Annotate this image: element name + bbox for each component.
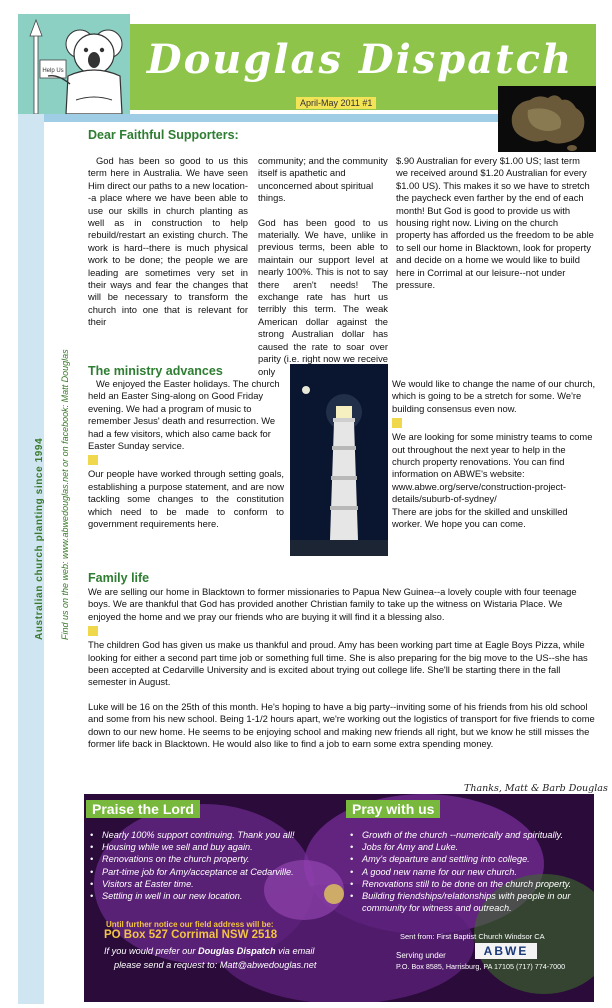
pray-item: • Building friendships/relationships with people in our community for witness and outreach. [350, 890, 588, 914]
logo-sign-text: Help Us [42, 68, 64, 74]
address-note: Until further notice our field address will be: [106, 920, 274, 929]
lighthouse-photo [290, 364, 388, 556]
yellow-square-marker [392, 418, 402, 428]
intro-col-1: God has been so good to us this term here in Australia. We have seen Him direct our paths to a new location--a place where we have been able to use our skills in church planting as well as in construction to help rebuild/restart an existing church. The work is hard--there is much physical work to be done; the people we are leading are sometimes very set in their ways and fear the changes that will be necessary to transform the church into one that is relevant for their [88, 155, 248, 328]
email-pre-text: If you would prefer our [104, 946, 196, 956]
pray-item: • Jobs for Amy and Luke. [350, 841, 588, 853]
ministry-easter-text: We enjoyed the Easter holidays. The church held an Easter Sing-along on Good Friday evening. We had a program of music to remember Jesus' death and resurrection. We had a few visitors, which also came back for Easter Sunday service. [88, 378, 280, 452]
abwe-project-link[interactable]: www.abwe.org/serve/construction-project-details/suburb-of-sydney/ [392, 480, 567, 505]
sidebar-web-link[interactable]: Find us on the web: www.abwedouglas.net or on facebook: Matt Douglas [60, 349, 70, 640]
family-heading: Family life [88, 571, 150, 585]
email-address-line[interactable]: please send a request to: Matt@abwedouglas.net [114, 960, 317, 970]
serving-under: Serving under [396, 951, 446, 960]
intro-heading: Dear Faithful Supporters: [88, 128, 239, 142]
ministry-jobs-text: There are jobs for the skilled and unskilled worker. We hope you can come. [392, 505, 568, 530]
field-address: PO Box 527 Corrimal NSW 2518 [104, 929, 278, 941]
pray-item: • Renovations still to be done on the church property. [350, 878, 588, 890]
pray-heading: Pray with us [346, 800, 440, 818]
ministry-left-col [88, 378, 284, 530]
family-luke-text: Luke will be 16 on the 25th of this month. He's hoping to have a big party--inviting some of his friends from his old school and some from his new school. Being 1-1/2 hours apart, we're working out the logistics of transport for five friends to come down to our new home. He seems to be enjoying school and making new friends all right, but we know he still misses the former life back in Blacktown. He would also like to find a job to earn some extra spending money. [88, 700, 595, 750]
signature: Thanks, Matt & Barb Douglas [464, 783, 608, 794]
ministry-teams-text: We are looking for some ministry teams to come out throughout the next year to help in the church property renovations. You can find information on ABWE's website: [392, 431, 593, 480]
family-children-text: The children God has given us make us thankful and proud. Amy has been working part time at Eagle Boys Pizza, while looking for either a second part time job or something full time. She is also preparing for the big move to the US--she has been accepted at Cedarville University and is excited about trying out college life. She'll be starting there in the fall semester in August. [88, 639, 588, 688]
koala-illustration [18, 14, 130, 118]
yellow-square-marker [88, 626, 98, 636]
masthead-title: Douglas Dispatch [146, 36, 574, 83]
email-newsletter-name: Douglas Dispatch [197, 946, 276, 956]
family-col [88, 586, 596, 750]
issue-date: April-May 2011 #1 [296, 97, 376, 109]
header-rule [44, 114, 498, 122]
praise-item: • Nearly 100% support continuing. Thank you all! [90, 829, 340, 841]
family-home-text: We are selling our home in Blacktown to former missionaries to Papua New Guinea--a lovely couple with four teenage boys. We are thankful that God has provided another Christian family to take up the witness on Wistaria Place. We enjoyed the home and we pray our friends who are buying it will find it a blessing also. [88, 586, 577, 622]
sent-from: Sent from: First Baptist Church Windsor CA [400, 932, 545, 941]
pray-list [350, 829, 588, 914]
pray-item: • A good new name for our new church. [350, 866, 588, 878]
email-post-text: via email [278, 946, 315, 956]
abwe-logo: ABWE [475, 943, 537, 959]
ministry-goals-text: Our people have worked through setting goals, establishing a purpose statement, and are now tackling some changes to the constitution which need to be made to conform to government requirements here. [88, 468, 284, 530]
praise-item: • Part-time job for Amy/acceptance at Cedarville. [90, 866, 340, 878]
australia-map-photo [498, 86, 596, 152]
praise-item: • Renovations on the church property. [90, 853, 340, 865]
intro-col-2-a: community; and the community itself is apathetic and unconcerned about spiritual things. [258, 155, 388, 204]
pray-item: • Amy's departure and settling into college. [350, 853, 588, 865]
pray-item: • Growth of the church --numerically and spiritually. [350, 829, 588, 841]
koala-logo [18, 14, 130, 118]
praise-item: • Housing while we sell and buy again. [90, 841, 340, 853]
australia-map-image [498, 86, 596, 152]
lighthouse-image [290, 364, 388, 556]
praise-list [90, 829, 340, 902]
email-request-line [104, 946, 314, 956]
intro-col-3: $.90 Australian for every $1.00 US; last term we received around $1.20 Australian for every $1.00 US). This makes it so we have to stretch the paycheck even farther by the end of each month! But God is good to provide us with housing right now. Living on the church property has afforded us the freedom to be able to sell our home in Blacktown, look for property and decide on a home we would like to build here in Corrimal at our leisure--not under pressure. [396, 155, 594, 291]
ministry-rename-text: We would like to change the name of our church, which is going to be a stretch for some. We're building consensus even now. [392, 378, 596, 414]
intro-col-2 [258, 155, 388, 378]
sidebar-tagline: Australian church planting since 1994 [34, 437, 45, 640]
praise-item: • Settling in well in our new location. [90, 890, 340, 902]
yellow-square-marker [88, 455, 98, 465]
praise-heading: Praise the Lord [86, 800, 200, 818]
ministry-right-col [392, 378, 596, 530]
abwe-address: P.O. Box 8585, Harrisburg, PA 17105 (717) 774-7000 [396, 962, 566, 971]
praise-item: • Visitors at Easter time. [90, 878, 340, 890]
ministry-heading: The ministry advances [88, 364, 223, 378]
intro-col-2-b: God has been good to us materially. We have, unlike in previous terms, been able to maintain our support level at nearly 100%. This is not to say there aren't needs! The exchange rate has hurt us terribly this term. The weak American dollar against the strong Australian dollar has caused the rate to soar over parity (i.e. right now we receive only [258, 216, 388, 377]
